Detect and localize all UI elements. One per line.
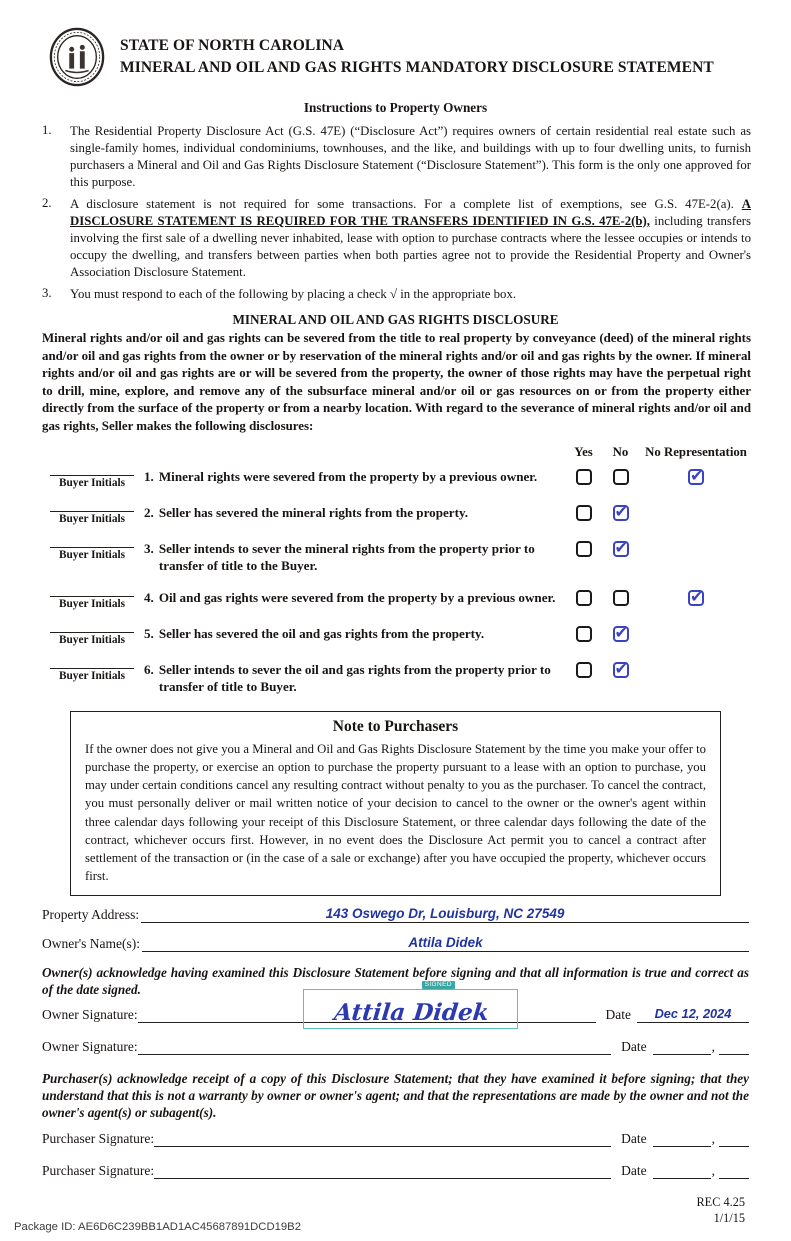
instructions-heading: Instructions to Property Owners bbox=[303, 100, 488, 115]
statement-number: 3. bbox=[144, 541, 154, 557]
buyer-initials-field[interactable] bbox=[50, 632, 134, 646]
owner-date-value: Dec 12, 2024 bbox=[654, 1006, 732, 1022]
instruction-body: You must respond to each of the following by placing a check √ in the appropriate box. bbox=[70, 287, 517, 302]
buyer-initials-field[interactable] bbox=[50, 668, 134, 682]
checkbox-yes[interactable] bbox=[576, 590, 592, 606]
date-label: Date bbox=[621, 1162, 647, 1178]
disclosure-row-6 bbox=[40, 661, 751, 695]
purchaser-signature-row-2 bbox=[42, 1162, 749, 1179]
statement-text: Oil and gas rights were severed from the property by a previous owner. bbox=[158, 590, 556, 606]
purchaser-acknowledgment: Purchaser(s) acknowledge receipt of a copy of this Disclosure Statement; that they have examined it before signing; that they understand that this is not a warranty by owner or owner's agent; and that the representations are made by the owner and not the owner's agent(s) or subagent(s). bbox=[42, 1071, 749, 1121]
note-to-purchasers-box bbox=[70, 711, 721, 896]
buyer-initials-label: Buyer Initials bbox=[58, 598, 126, 611]
instruction-item-3 bbox=[42, 286, 751, 303]
buyer-initials-label: Buyer Initials bbox=[58, 549, 126, 562]
buyer-initials-field[interactable] bbox=[50, 511, 134, 525]
disclosure-row-4 bbox=[40, 589, 751, 610]
date-month-day-blank[interactable] bbox=[653, 1041, 711, 1055]
date-comma: , bbox=[711, 1039, 715, 1055]
checkbox-no[interactable] bbox=[613, 505, 629, 521]
instruction-number: 2. bbox=[42, 196, 52, 211]
form-header bbox=[48, 26, 751, 88]
esign-signed-badge: SIGNED bbox=[422, 981, 455, 989]
statement-text: Mineral rights were severed from the property by a previous owner. bbox=[158, 469, 538, 485]
instruction-text bbox=[70, 196, 751, 281]
statement-text: Seller has severed the mineral rights from the property. bbox=[158, 505, 469, 521]
owner-signature-label: Owner Signature: bbox=[42, 1039, 138, 1055]
instruction-number: 1. bbox=[42, 123, 52, 137]
date-year-blank[interactable] bbox=[719, 1165, 749, 1179]
checkbox-no[interactable] bbox=[613, 626, 629, 642]
form-title bbox=[120, 35, 714, 80]
statement-number: 2. bbox=[144, 505, 154, 521]
col-header-no: No bbox=[612, 445, 629, 460]
checkbox-no[interactable] bbox=[613, 541, 629, 557]
owner-signature-label: Owner Signature: bbox=[42, 1007, 138, 1023]
disclosure-statement bbox=[144, 625, 563, 642]
title-line-2: MINERAL AND OIL AND GAS RIGHTS MANDATORY DISCLOSURE STATEMENT bbox=[120, 59, 714, 76]
date-comma: , bbox=[711, 1162, 715, 1178]
esign-frame[interactable] bbox=[303, 981, 518, 1029]
nc-real-estate-commission-seal-icon bbox=[48, 26, 106, 88]
note-body: If the owner does not give you a Mineral and Oil and Gas Rights Disclosure Statement by the time you make your offer to purchase the property, or exercise an option to purchase the property pursuant to a lease with an option to purchase, you may under certain conditions cancel any resulting contract without penalty to you as the purchaser. To cancel the contract, you must personally deliver or mail written notice of your decision to cancel to the owner or the owner's agent within three calendar days following your receipt of this Disclosure Statement, or three calendar days following the date of the contract, whichever occurs first. However, in no event does the Disclosure Act permit you to cancel a contract after settlement of the transaction or (in the case of a sale or exchange) after you have occupied the property, whichever occurs first. bbox=[85, 741, 706, 884]
owner-signature-value: Attila Didek bbox=[332, 999, 490, 1027]
owner-signature-field[interactable] bbox=[138, 1038, 612, 1055]
form-rec-number: REC 4.25 bbox=[696, 1194, 745, 1209]
date-year-blank[interactable] bbox=[719, 1041, 749, 1055]
instruction-text bbox=[70, 123, 751, 191]
package-id: Package ID: AE6D6C239BB1AD1AC45687891DCD19B2 bbox=[14, 1220, 301, 1233]
checkbox-no-representation[interactable] bbox=[688, 469, 704, 485]
instruction-item-2 bbox=[42, 196, 751, 281]
owner-names-row bbox=[42, 935, 749, 952]
title-line-1: STATE OF NORTH CAROLINA bbox=[120, 36, 345, 54]
disclosure-row-3 bbox=[40, 540, 751, 574]
purchaser-signature-label: Purchaser Signature: bbox=[42, 1162, 155, 1178]
owner-names-field[interactable] bbox=[142, 935, 749, 952]
response-column-headers bbox=[40, 445, 751, 460]
form-rev-date: 1/1/15 bbox=[713, 1211, 745, 1226]
buyer-initials-field[interactable] bbox=[50, 596, 134, 610]
disclosure-statement bbox=[144, 589, 563, 606]
owner-signature-row-1 bbox=[42, 981, 749, 1027]
col-header-no-representation: No Representation bbox=[645, 445, 747, 460]
owner-acknowledgment: Owner(s) acknowledge having examined this Disclosure Statement before signing and that all information is true and correct as of the date signed. bbox=[42, 964, 749, 997]
owner-signature-row-2 bbox=[42, 1038, 749, 1055]
statement-text: Seller intends to sever the oil and gas rights from the property prior to transfer of title to Buyer. bbox=[158, 662, 551, 695]
note-title: Note to Purchasers bbox=[332, 717, 459, 735]
date-year-blank[interactable] bbox=[719, 1133, 749, 1147]
owner-signature-field[interactable] bbox=[138, 981, 596, 1027]
statement-number: 5. bbox=[144, 626, 154, 642]
statement-text: Seller intends to sever the mineral rights from the property prior to transfer of title to the Buyer. bbox=[158, 541, 535, 574]
instruction-body: including transfers involving the first sale of a dwelling never inhabited, lease with option to purchase contracts where the lessee occupies or intends to occupy the dwelling, and transfers between parties when both parties agree not to provide the Residential Property and Owner's Association Disclosure Statement. bbox=[70, 214, 752, 280]
checkbox-no-representation[interactable] bbox=[688, 590, 704, 606]
instruction-number: 3. bbox=[42, 286, 52, 301]
purchaser-signature-label: Purchaser Signature: bbox=[42, 1130, 155, 1146]
disclosure-intro: Mineral rights and/or oil and gas rights can be severed from the title to real property by conveyance (deed) of the mineral rights and/or oil and gas rights from the owner or by reservation of the mineral rights and/or oil and gas rights by the owner. If mineral rights and/or oil and gas rights are or will be severed from the property, the owner of those rights may have the perpetual right to drill, mine, explore, and remove any of the subsurface mineral and/or oil or gas resources on or from the property either directly from the surface of the property or from a nearby location. With regard to the severance of mineral rights and/or oil and gas rights, Seller makes the following disclosures: bbox=[42, 331, 751, 433]
disclosure-row-1 bbox=[40, 468, 751, 489]
property-address-label: Property Address: bbox=[42, 906, 140, 922]
disclosure-statement bbox=[144, 540, 563, 574]
date-label: Date bbox=[605, 1007, 631, 1023]
statement-number: 6. bbox=[144, 662, 154, 678]
purchaser-signature-row-1 bbox=[42, 1130, 749, 1147]
disclosure-statement bbox=[144, 661, 563, 695]
purchaser-signature-field[interactable] bbox=[154, 1130, 611, 1147]
instruction-underlined-clause: A DISCLOSURE STATEMENT IS REQUIRED FOR THE TRANSFERS IDENTIFIED IN G.S. 47E-2(b), bbox=[70, 197, 751, 229]
checkbox-yes[interactable] bbox=[576, 505, 592, 521]
disclosure-statement bbox=[144, 504, 563, 521]
instruction-item-1 bbox=[42, 123, 751, 191]
property-address-row bbox=[42, 906, 749, 923]
date-label: Date bbox=[621, 1039, 647, 1055]
date-month-day-blank[interactable] bbox=[653, 1133, 711, 1147]
disclosure-row-5 bbox=[40, 625, 751, 646]
buyer-initials-label: Buyer Initials bbox=[58, 634, 126, 647]
buyer-initials-label: Buyer Initials bbox=[58, 513, 126, 526]
buyer-initials-field[interactable] bbox=[50, 547, 134, 561]
checkbox-yes[interactable] bbox=[576, 541, 592, 557]
owner-names-value: Attila Didek bbox=[408, 934, 483, 950]
statement-number: 1. bbox=[144, 469, 154, 485]
buyer-initials-field[interactable] bbox=[50, 475, 134, 489]
owner-date-field[interactable] bbox=[637, 1006, 749, 1023]
date-label: Date bbox=[621, 1130, 647, 1146]
purchaser-signature-field[interactable] bbox=[154, 1162, 611, 1179]
checkbox-yes[interactable] bbox=[576, 469, 592, 485]
instruction-text bbox=[70, 286, 751, 303]
date-month-day-blank[interactable] bbox=[653, 1165, 711, 1179]
statement-number: 4. bbox=[144, 590, 154, 606]
instruction-body: A disclosure statement is not required for some transactions. For a complete list of exemptions, see G.S. 47E-2(a). bbox=[70, 197, 742, 212]
property-address-value: 143 Oswego Dr, Louisburg, NC 27549 bbox=[325, 905, 565, 921]
property-address-field[interactable] bbox=[141, 906, 749, 923]
date-comma: , bbox=[711, 1130, 715, 1146]
col-header-yes: Yes bbox=[574, 445, 593, 460]
checkbox-no[interactable] bbox=[613, 469, 629, 485]
checkbox-no[interactable] bbox=[613, 662, 629, 678]
buyer-initials-label: Buyer Initials bbox=[58, 477, 126, 490]
disclosure-row-2 bbox=[40, 504, 751, 525]
statement-text: Seller has severed the oil and gas rights from the property. bbox=[158, 626, 485, 642]
checkbox-yes[interactable] bbox=[576, 662, 592, 678]
checkbox-yes[interactable] bbox=[576, 626, 592, 642]
disclosure-heading: MINERAL AND OIL AND GAS RIGHTS DISCLOSURE bbox=[232, 312, 559, 328]
checkbox-no[interactable] bbox=[613, 590, 629, 606]
owner-names-label: Owner's Name(s): bbox=[42, 935, 141, 951]
instruction-body: The Residential Property Disclosure Act (G.S. 47E) (“Disclosure Act”) requires owners of certain residential real estate such as single-family homes, individual condominiums, townhouses, and the like, and buildings with up to four dwelling units, to furnish purchasers a Mineral and Oil and Gas Rights Disclosure Statement (“Disclosure Statement”). This form is the only one approved for this purpose. bbox=[70, 124, 751, 190]
buyer-initials-label: Buyer Initials bbox=[58, 670, 126, 683]
disclosure-statement bbox=[144, 468, 563, 485]
